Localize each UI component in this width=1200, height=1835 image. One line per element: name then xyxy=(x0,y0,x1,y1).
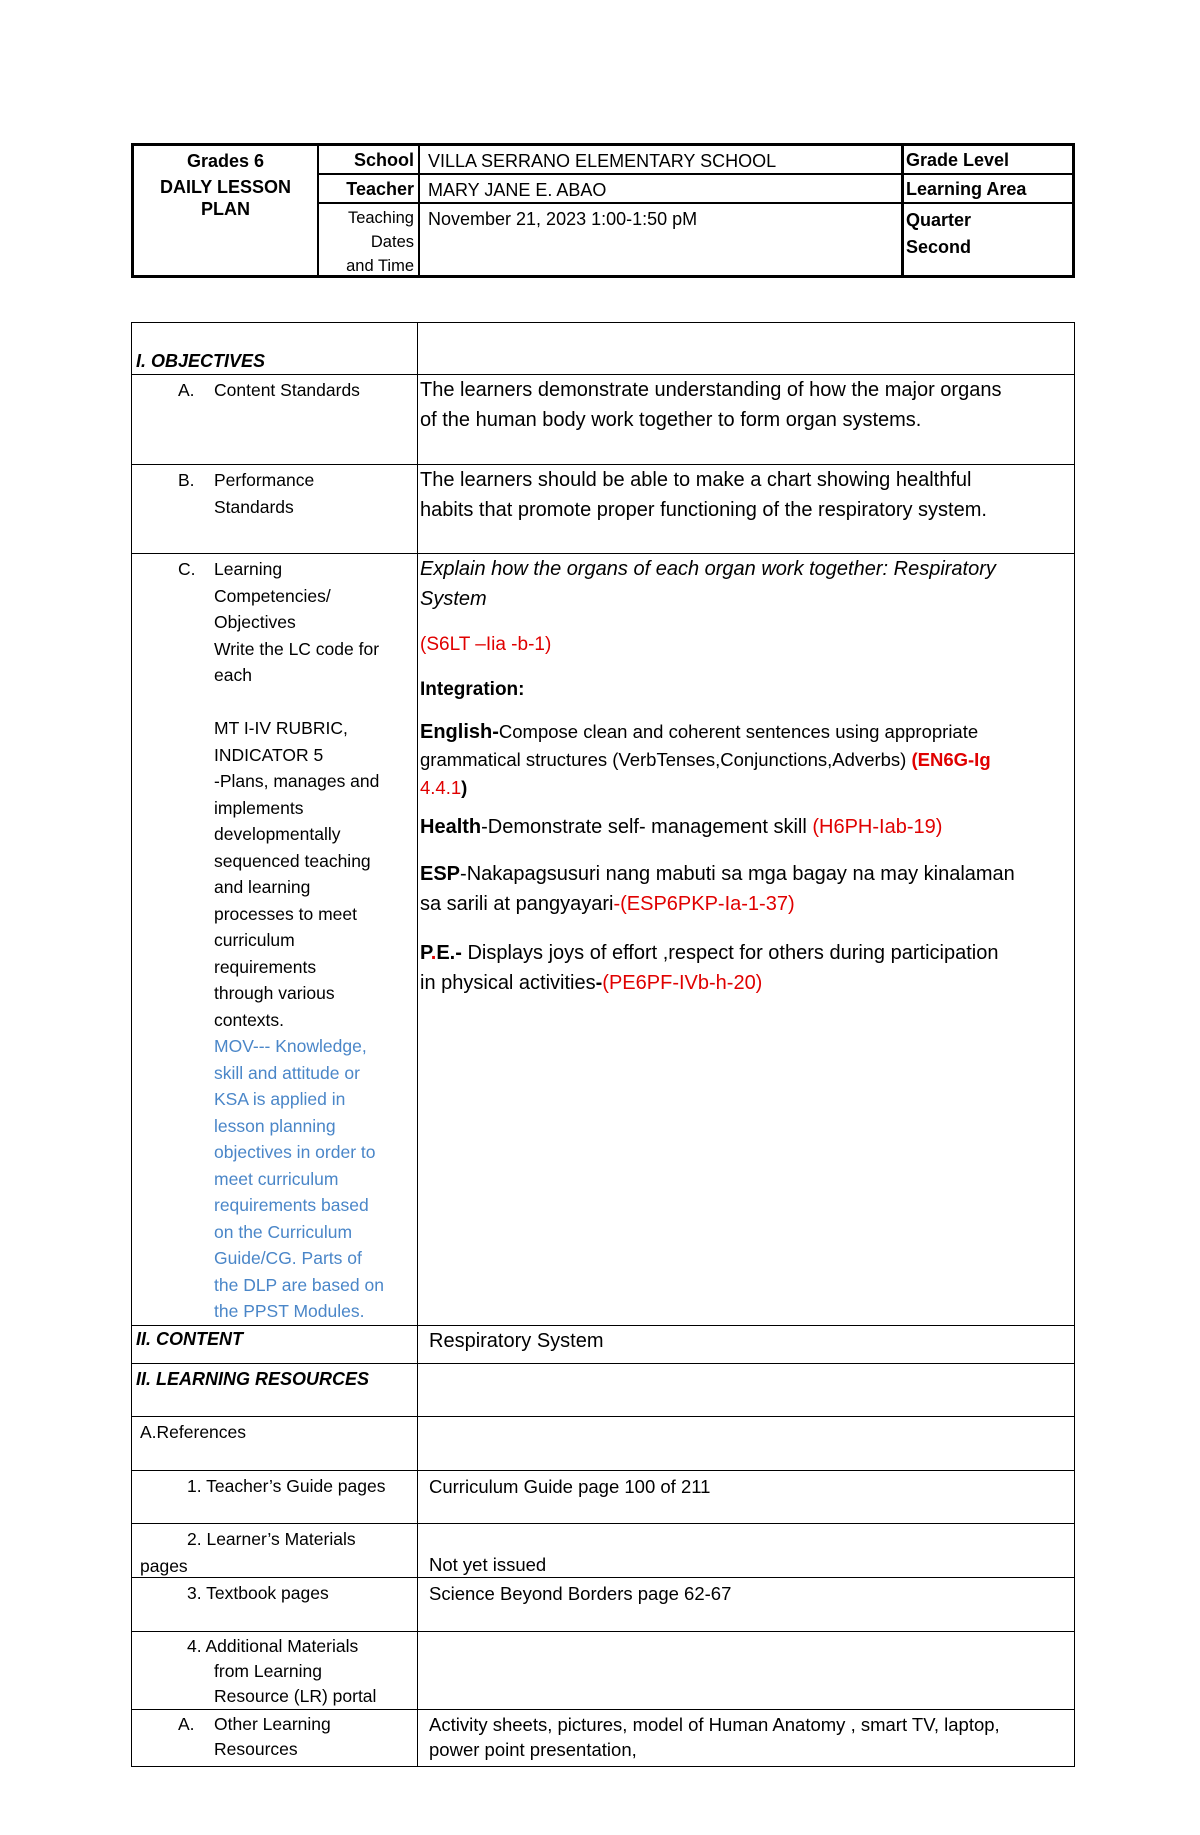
performance-standards-text xyxy=(420,465,1068,525)
lc-code: (S6LT –Iia -b-1) xyxy=(420,634,552,655)
plan-title-line: DAILY LESSON xyxy=(159,177,292,197)
mov-line: Guide/CG. Parts of xyxy=(214,1248,362,1268)
learning-objective xyxy=(420,554,1068,614)
rubric-line: through various xyxy=(214,983,335,1003)
pe-code: - xyxy=(595,972,603,994)
pe-code: (PE6PF-IVb-h-20) xyxy=(602,972,763,994)
rubric-line: and learning xyxy=(214,877,311,897)
grade-level-label: Grade Level xyxy=(906,150,1010,170)
label-line: 4. Additional Materials xyxy=(187,1636,359,1656)
table-row xyxy=(132,1364,1074,1417)
row-marker: B. xyxy=(178,470,195,490)
english-text: Compose clean and coherent sentences using appropriate xyxy=(498,721,979,742)
dates-label xyxy=(320,206,414,278)
health-integration xyxy=(420,812,1068,842)
label-line: each xyxy=(214,665,252,685)
health-text: -Demonstrate self- management skill xyxy=(481,816,813,838)
learners-materials-value: Not yet issued xyxy=(429,1554,547,1575)
label-line: from Learning xyxy=(214,1661,322,1681)
text-line xyxy=(420,938,1068,968)
integration-heading: Integration: xyxy=(420,679,525,700)
label-line: 2. Learner’s Materials xyxy=(187,1529,356,1549)
rubric-line: implements xyxy=(214,797,304,818)
mov-line: on the Curriculum xyxy=(214,1221,353,1242)
text-line xyxy=(420,968,1068,998)
content-heading: II. CONTENT xyxy=(136,1329,243,1349)
quarter-cell xyxy=(906,207,971,261)
header-divider xyxy=(418,146,420,275)
table-row xyxy=(132,1710,1074,1766)
objectives-heading: I. OBJECTIVES xyxy=(136,351,266,371)
performance-standards-label xyxy=(214,467,314,520)
table-row xyxy=(132,1632,1074,1710)
mov-line: meet curriculum xyxy=(214,1168,339,1189)
label-line: Resource (LR) portal xyxy=(214,1686,377,1706)
spacer xyxy=(214,689,414,716)
rubric-line: developmentally xyxy=(214,824,341,844)
label-line: Resources xyxy=(214,1739,298,1759)
teachers-guide-value: Curriculum Guide page 100 of 211 xyxy=(429,1476,711,1497)
text-line xyxy=(420,718,1068,746)
learning-area-label: Learning Area xyxy=(906,179,1027,199)
table-row xyxy=(132,1471,1074,1524)
dates-label-line: and Time xyxy=(346,257,414,275)
plan-title xyxy=(134,150,317,220)
text-line: of the human body work together to form organ systems. xyxy=(420,409,922,431)
content-standards-text xyxy=(420,375,1068,435)
label-line: Performance xyxy=(214,470,315,490)
learners-materials-label xyxy=(140,1526,356,1579)
rubric-line: curriculum xyxy=(214,930,295,950)
textbook-label: 3. Textbook pages xyxy=(187,1583,329,1603)
row-marker: C. xyxy=(178,559,196,579)
school-value: VILLA SERRANO ELEMENTARY SCHOOL xyxy=(428,151,777,171)
other-resources-value xyxy=(429,1712,1068,1762)
table-row xyxy=(132,554,1074,1326)
text-line: The learners should be able to make a chart showing healthful xyxy=(420,469,972,491)
table-row xyxy=(132,1578,1074,1632)
label-line: Standards xyxy=(214,496,294,517)
label-line: Write the LC code for xyxy=(214,638,380,659)
mov-line: skill and attitude or xyxy=(214,1062,360,1083)
esp-text: -Nakapagsusuri nang mabuti sa mga bagay na may kinalaman xyxy=(460,863,1015,885)
table-row xyxy=(132,465,1074,554)
rubric-line: -Plans, manages and xyxy=(214,771,380,791)
teacher-value: MARY JANE E. ABAO xyxy=(428,180,607,200)
plan-title-line: PLAN xyxy=(201,199,250,219)
pe-text: Displays joys of effort ,respect for others during participation xyxy=(461,942,999,964)
text-line: Explain how the organs of each organ work together: Respiratory xyxy=(420,558,996,580)
learning-resources-heading: II. LEARNING RESOURCES xyxy=(136,1369,370,1389)
table-row xyxy=(132,1524,1074,1578)
label-line: Other Learning xyxy=(214,1714,331,1734)
column-divider xyxy=(417,323,418,1766)
table-row xyxy=(132,1326,1074,1364)
esp-text: sa sarili at pangyayari xyxy=(420,893,614,915)
quarter-label: Quarter xyxy=(906,210,972,230)
text-line xyxy=(420,889,1068,919)
pe-text: in physical activities xyxy=(420,972,596,994)
dates-label-line: Teaching xyxy=(347,209,414,227)
text-line: Activity sheets, pictures, model of Human Anatomy , smart TV, laptop, xyxy=(429,1714,1000,1735)
plan-title-line: Grades 6 xyxy=(186,151,265,171)
content-standards-label: Content Standards xyxy=(214,380,360,400)
pe-label: P xyxy=(420,942,431,964)
text-line xyxy=(420,859,1068,889)
table-row xyxy=(132,1417,1074,1471)
text-line xyxy=(420,746,1068,774)
label-line: Competencies/ xyxy=(214,585,331,606)
esp-label: ESP xyxy=(420,863,461,885)
teacher-label: Teacher xyxy=(346,179,414,199)
dates-label-line: Dates xyxy=(370,233,414,251)
dates-value: November 21, 2023 1:00-1:50 pM xyxy=(428,209,698,229)
health-code: (H6PH-Iab-19) xyxy=(812,816,943,838)
other-resources-label xyxy=(214,1712,331,1762)
textbook-value: Science Beyond Borders page 62-67 xyxy=(429,1583,732,1604)
text-line: power point presentation, xyxy=(429,1739,637,1760)
table-row xyxy=(132,375,1074,465)
pe-label: E.- xyxy=(436,942,462,964)
rubric-line: MT I-IV RUBRIC, xyxy=(214,718,348,738)
content-value: Respiratory System xyxy=(429,1330,604,1352)
english-integration xyxy=(420,718,1068,802)
label-line: Objectives xyxy=(214,612,296,632)
label-line: pages xyxy=(140,1555,188,1576)
mov-line: the PPST Modules. xyxy=(214,1301,365,1321)
header-rule xyxy=(318,173,1072,175)
additional-materials-label xyxy=(187,1634,376,1709)
rubric-line: sequenced teaching xyxy=(214,850,371,871)
text-line xyxy=(420,774,1068,802)
mov-line: objectives in order to xyxy=(214,1142,376,1162)
teachers-guide-label: 1. Teacher’s Guide pages xyxy=(187,1476,386,1496)
mov-line: requirements based xyxy=(214,1195,369,1215)
mov-line: MOV--- Knowledge, xyxy=(214,1036,367,1056)
health-label: Health xyxy=(420,816,482,838)
lesson-plan-table xyxy=(131,322,1075,1767)
header-divider xyxy=(317,146,319,275)
mov-line: lesson planning xyxy=(214,1115,336,1136)
pe-label: . xyxy=(430,942,437,964)
references-label: A.References xyxy=(140,1422,247,1442)
text-line: The learners demonstrate understanding of how the major organs xyxy=(420,379,1002,401)
rubric-line: INDICATOR 5 xyxy=(214,744,324,765)
competencies-label xyxy=(214,556,414,1325)
mov-line: KSA is applied in xyxy=(214,1089,346,1109)
english-label: English- xyxy=(420,721,499,743)
text-line: habits that promote proper functioning of the respiratory system. xyxy=(420,499,987,521)
quarter-value: Second xyxy=(906,237,972,257)
rubric-line: contexts. xyxy=(214,1009,285,1030)
esp-code: -(ESP6PKP-Ia-1-37) xyxy=(613,893,795,915)
esp-integration xyxy=(420,859,1068,919)
lesson-plan-header xyxy=(131,143,1075,278)
english-code: (EN6G-Ig xyxy=(911,749,991,770)
header-divider xyxy=(901,146,904,275)
pe-integration xyxy=(420,938,1068,998)
rubric-line: requirements xyxy=(214,956,317,977)
text-line: System xyxy=(420,588,487,610)
english-text: grammatical structures (VerbTenses,Conjunctions,Adverbs) xyxy=(420,749,912,770)
english-close: ) xyxy=(461,777,468,798)
table-row xyxy=(132,323,1074,375)
header-rule xyxy=(318,202,1072,204)
mov-line: the DLP are based on xyxy=(214,1274,384,1295)
label-line: Learning xyxy=(214,559,283,579)
row-marker: A. xyxy=(178,1714,195,1734)
rubric-line: processes to meet xyxy=(214,903,357,924)
english-code: 4.4.1 xyxy=(420,777,462,798)
school-label: School xyxy=(353,150,414,170)
row-marker: A. xyxy=(178,380,195,400)
